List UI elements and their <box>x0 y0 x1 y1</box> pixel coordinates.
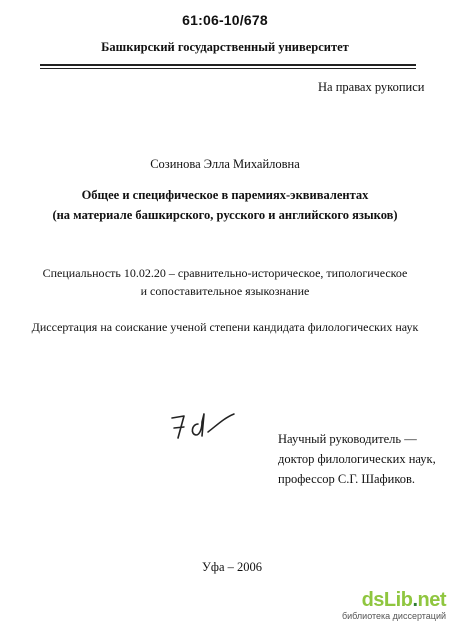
supervisor-role: Научный руководитель — <box>278 432 417 446</box>
logo-main: dsLib <box>361 589 413 611</box>
header-rule-thick <box>40 64 416 66</box>
header-rule-thin <box>40 68 416 69</box>
dslib-watermark <box>340 589 446 622</box>
dissertation-title-line1: Общее и специфическое в паремиях-эквивалентах <box>81 188 369 202</box>
city-year: Уфа – 2006 <box>202 560 262 574</box>
supervisor-degree: доктор филологических наук, <box>278 452 436 466</box>
rights-note: На правах рукописи <box>318 80 425 94</box>
dissertation-title-line2: (на материале башкирского, русского и английского языков) <box>52 208 398 222</box>
logo-tld: net <box>417 589 446 611</box>
archive-stamp: 61:06-10/678 <box>182 12 268 28</box>
specialty-line1: Специальность 10.02.20 – сравнительно-историческое, типологическое <box>42 266 408 280</box>
supervisor-name: профессор С.Г. Шафиков. <box>278 472 416 486</box>
university-name: Башкирский государственный университет <box>101 40 349 54</box>
watermark-subtitle: библиотека диссертаций <box>341 611 446 621</box>
specialty-line2: и сопоставительное языкознание <box>140 284 310 298</box>
author-name: Созинова Элла Михайловна <box>150 157 300 171</box>
dissertation-degree: Диссертация на соискание ученой степени кандидата филологических наук <box>31 320 419 334</box>
dslib-logo <box>340 589 446 611</box>
handwritten-signature <box>168 408 248 444</box>
logo-dot: . <box>412 589 418 611</box>
